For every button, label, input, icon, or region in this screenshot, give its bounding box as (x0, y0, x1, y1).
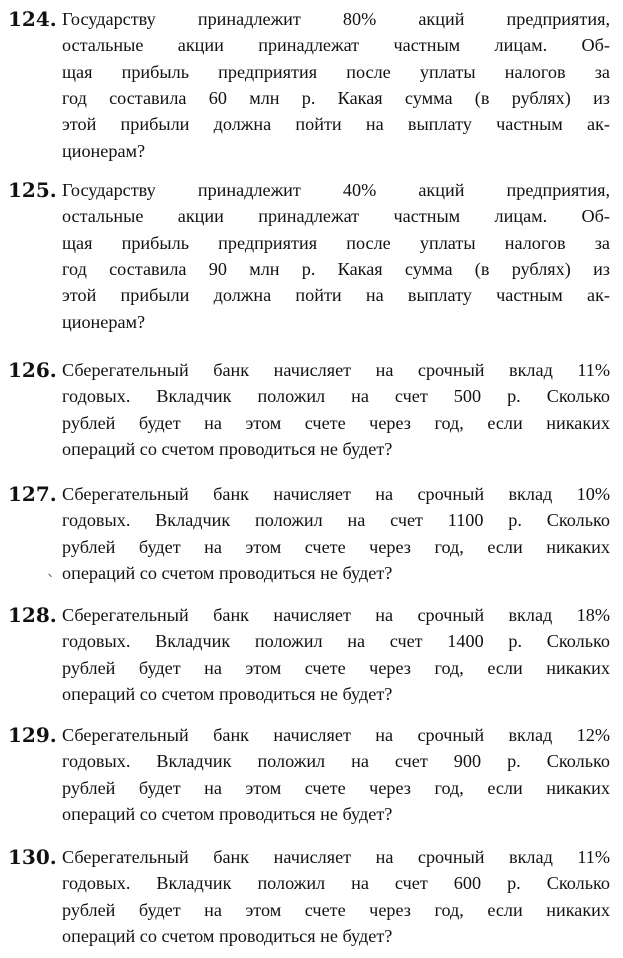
problem-line: остальные акции принадлежат частным лицам. Об- (62, 206, 610, 227)
problem-line: этой прибыли должна пойти на выплату частным ак- (62, 114, 610, 135)
problem-number: 127. (8, 482, 57, 506)
problem-line: операций со счетом проводиться не будет? (62, 683, 393, 704)
problem-line: год составила 60 млн р. Какая сумма (в рублях) из (62, 87, 610, 108)
problem-number: 129. (8, 723, 57, 747)
problem-line: этой прибыли должна пойти на выплату частным ак- (62, 285, 610, 306)
problem-line: годовых. Вкладчик положил на счет 500 р. Сколько (62, 386, 610, 407)
problem-line: операций со счетом проводиться не будет? (62, 803, 393, 824)
problem-line: щая прибыль предприятия после уплаты налогов за (62, 232, 610, 253)
problem-line: рублей будет на этом счете через год, если никаких (62, 536, 610, 557)
problem-line: рублей будет на этом счете через год, если никаких (62, 899, 610, 920)
problem-line: годовых. Вкладчик положил на счет 1400 р. Сколько (62, 631, 610, 652)
problem-line: годовых. Вкладчик положил на счет 600 р. Сколько (62, 873, 610, 894)
problem-line: рублей будет на этом счете через год, если никаких (62, 777, 610, 798)
problem-number: 124. (8, 7, 57, 31)
problem-line: Государству принадлежит 40% акций предприятия, (62, 180, 610, 200)
problem-line: Сберегательный банк начисляет на срочный вклад 12% (62, 725, 610, 745)
problem-line: Сберегательный банк начисляет на срочный вклад 11% (62, 847, 610, 867)
problem-number: 128. (8, 603, 57, 627)
problem-line: годовых. Вкладчик положил на счет 1100 р. Сколько (62, 510, 610, 531)
problem-line: Сберегательный банк начисляет на срочный вклад 11% (62, 360, 610, 380)
problem-line: ционерам? (62, 311, 146, 332)
problem-line: Сберегательный банк начисляет на срочный вклад 10% (62, 484, 610, 504)
problem-line: ционерам? (62, 140, 146, 161)
problem-number: 126. (8, 358, 57, 382)
problem-line: операций со счетом проводиться не будет? (62, 438, 393, 459)
problem-line: Сберегательный банк начисляет на срочный вклад 18% (62, 605, 610, 625)
problem-line: годовых. Вкладчик положил на счет 900 р. Сколько (62, 751, 610, 772)
problem-number: 130. (8, 845, 57, 869)
problem-line: операций со счетом проводиться не будет? (62, 925, 393, 946)
problem-line: щая прибыль предприятия после уплаты налогов за (62, 61, 610, 82)
problem-number: 125. (8, 178, 57, 202)
problem-line: Государству принадлежит 80% акций предприятия, (62, 9, 610, 29)
problem-line: год составила 90 млн р. Какая сумма (в рублях) из (62, 258, 610, 279)
pencil-mark (48, 571, 54, 577)
problem-line: рублей будет на этом счете через год, если никаких (62, 657, 610, 678)
problem-line: остальные акции принадлежат частным лицам. Об- (62, 35, 610, 56)
problem-line: рублей будет на этом счете через год, если никаких (62, 412, 610, 433)
problem-line: операций со счетом проводиться не будет? (62, 562, 393, 583)
